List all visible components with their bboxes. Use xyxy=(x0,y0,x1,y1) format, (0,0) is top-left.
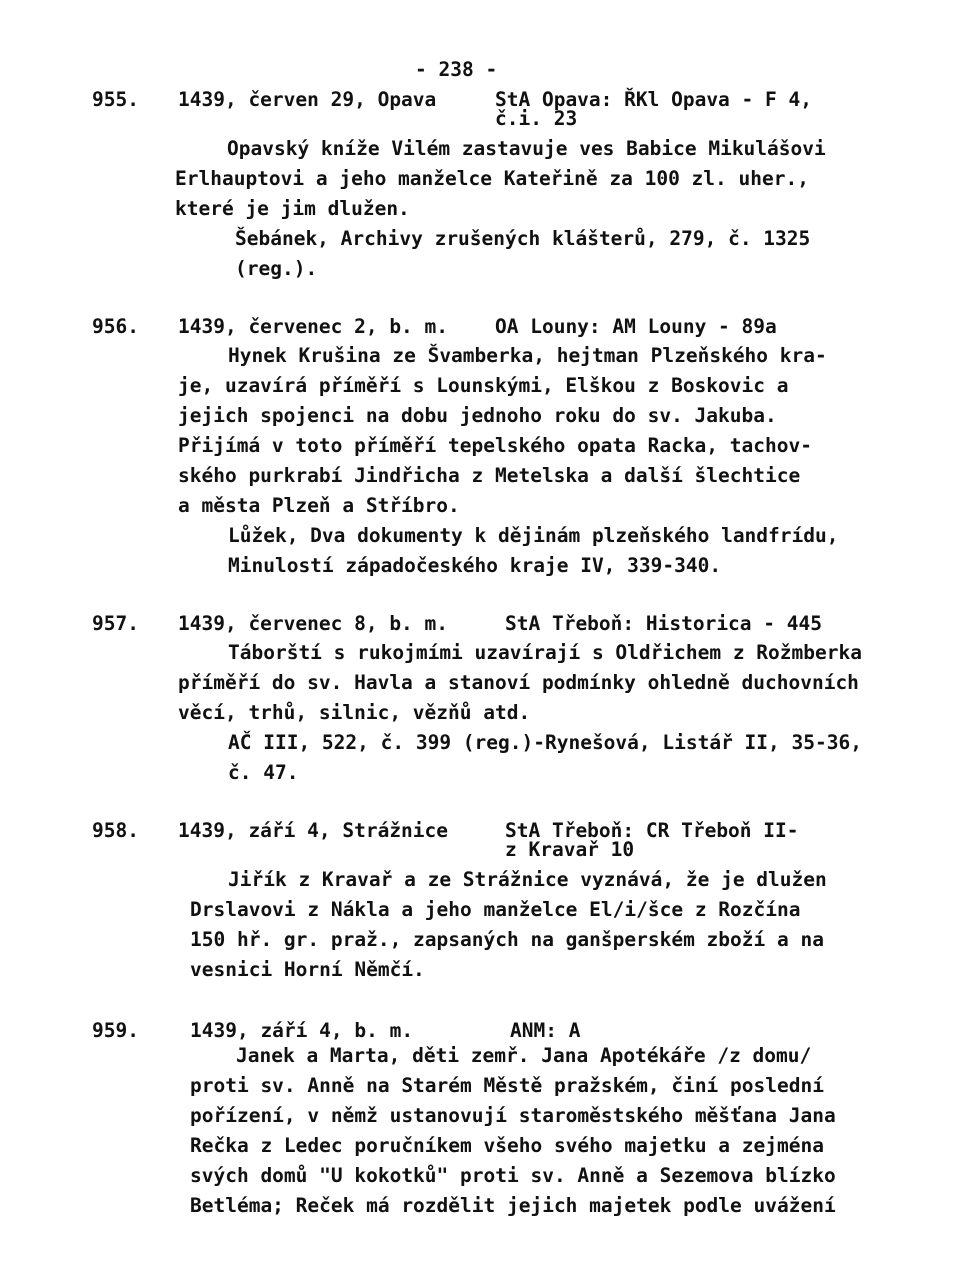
citation-line: č. 47. xyxy=(228,761,299,784)
text-line: svých domů "U kokotků" proti sv. Anně a Sezemova blízko xyxy=(190,1164,836,1187)
text-line: příměří do sv. Havla a stanoví podmínky ohledně duchovních xyxy=(178,671,859,694)
entry-date: 1439, červen 29, Opava xyxy=(178,88,437,111)
text-line: Táborští s rukojmími uzavírají s Oldřichem z Rožmberka xyxy=(228,641,862,664)
entry-text xyxy=(190,865,890,985)
entry-number: 958. xyxy=(92,819,139,842)
text-line: vesnici Horní Němčí. xyxy=(190,958,425,981)
page-number: - 238 - xyxy=(415,58,498,81)
text-line: proti sv. Anně na Starém Městě pražském, činí poslední xyxy=(190,1074,824,1097)
citation-line: (reg.). xyxy=(235,257,318,280)
text-line: věcí, trhů, silnic, vězňů atd. xyxy=(178,701,531,724)
entry-source xyxy=(495,315,777,338)
entry-source xyxy=(505,612,822,635)
text-line: jejich spojenci na dobu jednoho roku do sv. Jakuba. xyxy=(178,404,777,427)
text-line: a města Plzeň a Stříbro. xyxy=(178,494,460,517)
citation-line: Šebánek, Archivy zrušených klášterů, 279, č. 1325 xyxy=(235,227,811,250)
entry-number: 955. xyxy=(92,88,139,111)
text-line: Erlhauptovi a jeho manželce Kateřině za 100 zl. uher., xyxy=(175,167,809,190)
entry-number: 959. xyxy=(92,1019,139,1042)
text-line: Drslavovi z Nákla a jeho manželce El/i/šce z Rozčína xyxy=(190,898,801,921)
source-line: StA Třeboň: CR Třeboň II- xyxy=(505,819,799,842)
text-line: Rečka z Ledec poručníkem všeho svého majetku a zejména xyxy=(190,1134,824,1157)
source-line: StA Opava: ŘKl Opava - F 4, xyxy=(495,88,812,111)
entry-date: 1439, září 4, Strážnice xyxy=(178,819,449,842)
entry-date: 1439, červenec 2, b. m. xyxy=(178,315,449,338)
citation-line: Lůžek, Dva dokumenty k dějinám plzeňského landfrídu, xyxy=(228,524,839,547)
text-line: 150 hř. gr. praž., zapsaných na ganšperském zboží a na xyxy=(190,928,824,951)
text-line: které je jim dlužen. xyxy=(175,197,410,220)
entry-number: 956. xyxy=(92,315,139,338)
entry-date: 1439, září 4, b. m. xyxy=(190,1019,414,1042)
text-line: pořízení, v němž ustanovují staroměstského měšťana Jana xyxy=(190,1104,836,1127)
entry-text xyxy=(175,134,875,284)
text-line: Přijímá v toto příměří tepelského opata Racka, tachov- xyxy=(178,434,812,457)
entry-text xyxy=(190,1041,890,1221)
text-line: Opavský kníže Vilém zastavuje ves Babice Mikulášovi xyxy=(227,137,826,160)
text-line: je, uzavírá příměří s Lounskými, Elškou z Boskovic a xyxy=(178,374,789,397)
source-line: OA Louny: AM Louny - 89a xyxy=(495,315,777,338)
entry-source xyxy=(495,88,812,130)
source-line: z Kravař 10 xyxy=(505,838,635,861)
entry-source xyxy=(505,819,799,861)
source-line: StA Třeboň: Historica - 445 xyxy=(505,612,822,635)
entry-text xyxy=(178,638,878,788)
citation-line: AČ III, 522, č. 399 (reg.)-Rynešová, Listář II, 35-36, xyxy=(228,731,862,754)
text-line: Janek a Marta, děti zemř. Jana Apotékáře /z domu/ xyxy=(236,1044,812,1067)
text-line: ského purkrabí Jindřicha z Metelska a další šlechtice xyxy=(178,464,801,487)
entry-text xyxy=(178,341,878,581)
entry-number: 957. xyxy=(92,612,139,635)
source-line: ANM: A xyxy=(510,1019,581,1042)
text-line: Hynek Krušina ze Švamberka, hejtman Plzeňského kra- xyxy=(228,344,827,367)
text-line: Jiřík z Kravař a ze Strážnice vyznává, že je dlužen xyxy=(228,868,827,891)
entry-date: 1439, červenec 8, b. m. xyxy=(178,612,449,635)
citation-line: Minulostí západočeského kraje IV, 339-340. xyxy=(228,554,722,577)
source-line: č.i. 23 xyxy=(495,107,578,130)
text-line: Betléma; Reček má rozdělit jejich majetek podle uvážení xyxy=(190,1194,836,1217)
entry-source xyxy=(510,1019,580,1042)
